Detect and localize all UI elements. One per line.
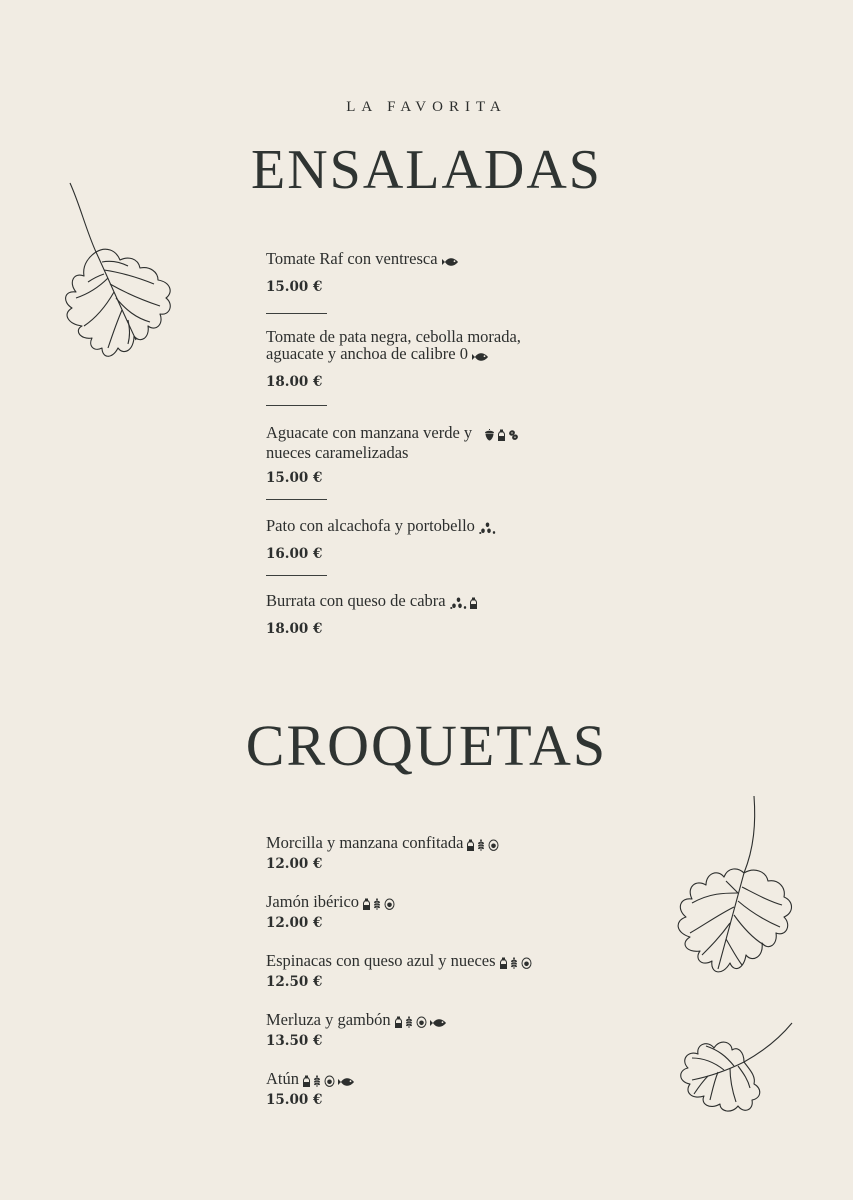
milk-bottle-icon	[470, 595, 477, 612]
item-price: 12.00 €	[266, 855, 323, 872]
wheat-icon	[313, 1073, 321, 1090]
sesame-icon	[479, 520, 496, 537]
item-name: Tomate Raf con ventresca	[266, 249, 438, 268]
item-name: Pato con alcachofa y portobello	[266, 516, 475, 535]
nut-icon	[484, 427, 495, 444]
egg-icon	[521, 955, 532, 972]
item-name-line2: nueces caramelizadas	[266, 442, 409, 462]
item-name-line1: Aguacate con manzana verde y	[266, 423, 473, 442]
allergen-icons	[303, 1071, 358, 1090]
wheat-icon	[373, 896, 381, 913]
egg-icon	[384, 896, 395, 913]
allergen-icons	[484, 425, 522, 444]
menu-item	[266, 328, 626, 390]
item-price: 15.00 €	[266, 278, 323, 295]
item-price: 12.50 €	[266, 973, 323, 990]
menu-item	[266, 834, 626, 872]
divider	[266, 499, 327, 500]
egg-icon	[488, 837, 499, 854]
item-price: 16.00 €	[266, 545, 323, 562]
allergen-icons	[479, 518, 499, 537]
item-price: 15.00 €	[266, 469, 323, 486]
leaf-illustration-right-upper	[672, 793, 797, 998]
milk-bottle-icon	[395, 1014, 402, 1031]
section-title-croquetas: CROQUETAS	[245, 713, 608, 778]
menu-item	[266, 250, 626, 295]
leaf-illustration-top-left	[58, 180, 178, 370]
restaurant-name: LA FAVORITA	[346, 99, 507, 115]
fish-icon	[338, 1073, 355, 1090]
milk-bottle-icon	[303, 1073, 310, 1090]
egg-icon	[324, 1073, 335, 1090]
section-title-ensaladas: ENSALADAS	[251, 139, 602, 201]
leaf-illustration-right-lower	[674, 1020, 799, 1115]
allergen-icons	[442, 251, 462, 270]
item-price: 18.00 €	[266, 373, 323, 390]
allergen-icons	[467, 835, 502, 854]
fish-icon	[430, 1014, 447, 1031]
item-name: Morcilla y manzana confitada	[266, 833, 464, 852]
item-name: Merluza y gambón	[266, 1010, 391, 1029]
menu-item	[266, 1070, 626, 1108]
wheat-icon	[510, 955, 518, 972]
allergen-icons	[395, 1012, 450, 1031]
item-name: Espinacas con queso azul y nueces	[266, 951, 496, 970]
milk-bottle-icon	[363, 896, 370, 913]
item-name: Jamón ibérico	[266, 892, 360, 911]
item-name-line2: aguacate y anchoa de calibre 0	[266, 344, 469, 363]
wheat-icon	[477, 837, 485, 854]
milk-bottle-icon	[498, 427, 505, 444]
allergen-icons	[450, 593, 480, 612]
allergen-icons	[363, 894, 398, 913]
fish-icon	[472, 348, 489, 365]
menu-item	[266, 1011, 626, 1049]
item-price: 13.50 €	[266, 1032, 323, 1049]
egg-icon	[416, 1014, 427, 1031]
milk-bottle-icon	[467, 837, 474, 854]
allergen-icons	[500, 953, 535, 972]
menu-item	[266, 424, 626, 486]
item-name-line1: Tomate de pata negra, cebolla morada,	[266, 327, 521, 346]
item-price: 18.00 €	[266, 620, 323, 637]
item-price: 12.00 €	[266, 914, 323, 931]
divider	[266, 313, 327, 314]
menu-item	[266, 893, 626, 931]
item-name: Atún	[266, 1069, 299, 1088]
peanut-icon	[508, 427, 519, 444]
item-price: 15.00 €	[266, 1091, 323, 1108]
menu-item	[266, 517, 626, 562]
milk-bottle-icon	[500, 955, 507, 972]
divider	[266, 575, 327, 576]
fish-icon	[442, 253, 459, 270]
sesame-icon	[450, 595, 467, 612]
divider	[266, 405, 327, 406]
item-name: Burrata con queso de cabra	[266, 591, 446, 610]
allergen-icons	[472, 346, 492, 365]
wheat-icon	[405, 1014, 413, 1031]
menu-item	[266, 592, 626, 637]
menu-item	[266, 952, 626, 990]
